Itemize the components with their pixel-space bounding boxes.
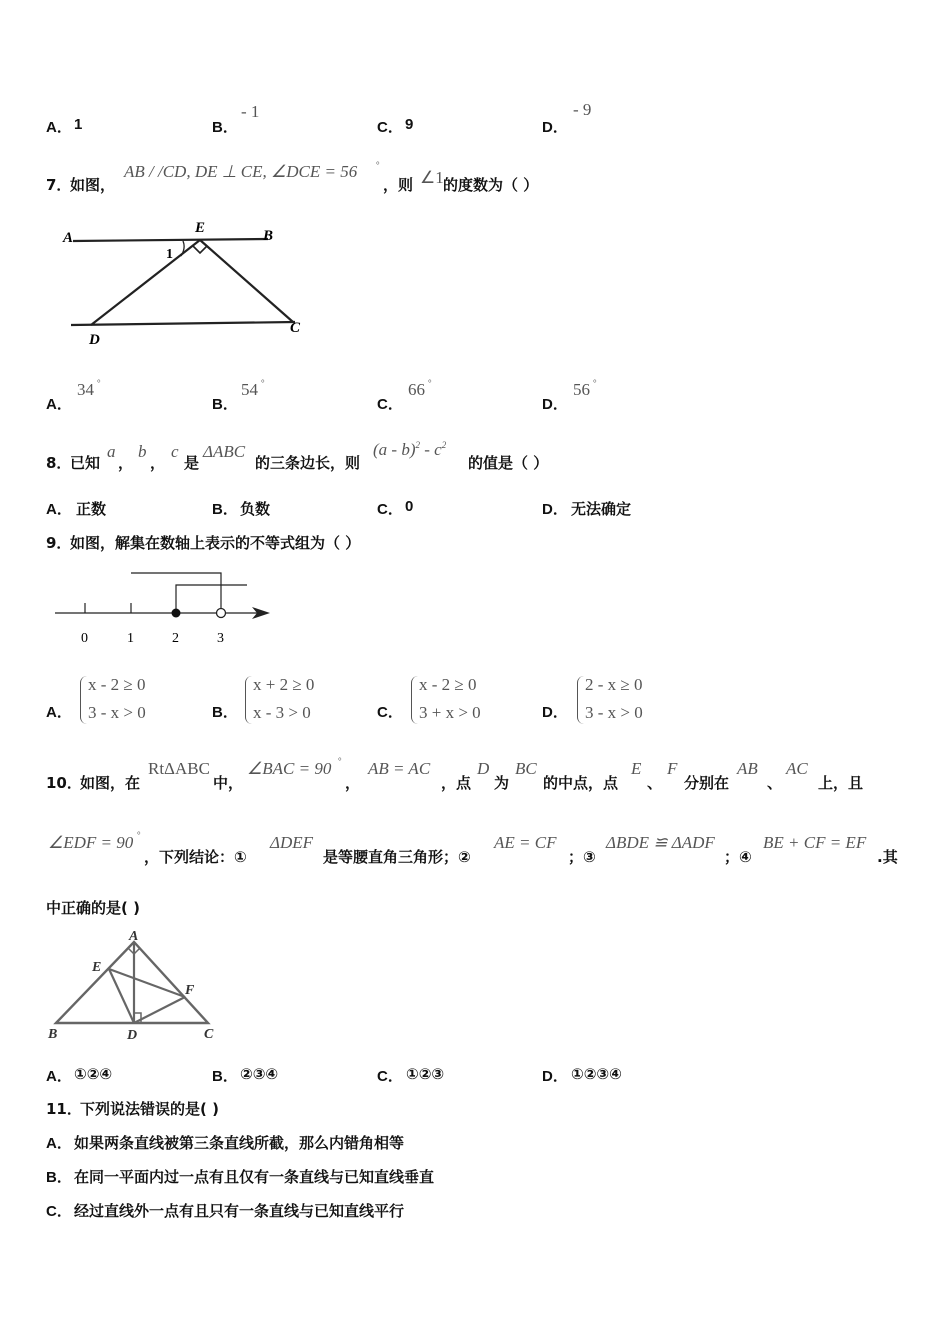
q7-number: 7． <box>46 176 72 194</box>
q11-text: 下列说法错误的是( ) <box>80 1100 219 1118</box>
q10-ab: AB <box>737 759 758 778</box>
q8-text-2: 是 <box>184 454 200 472</box>
q10-option-d-value: ①②③④ <box>571 1065 622 1083</box>
fig10-label-e: E <box>92 960 102 975</box>
q9-text: 如图，解集在数轴上表示的不等式组为（ ） <box>70 534 361 552</box>
q10-option-d-letter: D． <box>542 1068 568 1085</box>
q11-option-c-value: 经过直线外一点有且只有一条直线与已知直线平行 <box>74 1202 405 1220</box>
q7-option-d-degree: ° <box>593 378 597 388</box>
q7-option-b-letter: B． <box>212 396 238 413</box>
q8-expr-c-exp: 2 <box>441 440 447 450</box>
q8-sep-2: ， <box>150 454 166 472</box>
q6-option-a-value: 1 <box>74 116 83 133</box>
label-1: 1 <box>166 247 173 262</box>
q10-text-5: 为 <box>494 774 510 792</box>
q10-be-cf-ef: BE + CF = EF <box>763 833 867 852</box>
label-e: E <box>195 220 206 236</box>
q7-option-a-letter: A． <box>46 396 72 413</box>
closed-dot-2 <box>172 609 181 618</box>
q10-option-b-value: ②③④ <box>240 1065 279 1083</box>
q9-option-c-line2: 3 + x > 0 <box>419 703 481 722</box>
q9-number: 9． <box>46 534 72 552</box>
q7-suffix: 的度数为（ ） <box>443 176 539 194</box>
q9-option-a-line1: x - 2 ≥ 0 <box>88 675 146 694</box>
line-ab <box>73 239 268 241</box>
q8-option-c-letter: C． <box>377 501 403 518</box>
q8-number: 8． <box>46 454 72 472</box>
q6-option-a-letter: A． <box>46 119 72 136</box>
q10-angle-bac: ∠BAC = 90 <box>247 759 332 778</box>
q8-option-c-value: 0 <box>405 498 414 515</box>
q10-triangle-def: ΔDEF <box>270 833 314 852</box>
q9-option-d-line1: 2 - x ≥ 0 <box>585 675 643 694</box>
q10-option-b-letter: B． <box>212 1068 238 1085</box>
q8-option-b-letter: B． <box>212 501 238 518</box>
q10-option-a-value: ①②④ <box>74 1065 113 1083</box>
q7-option-a-value: 34 <box>77 380 94 399</box>
fig10-label-c: C <box>204 1027 214 1042</box>
q6-option-d-value: - 9 <box>573 100 592 119</box>
q9-option-c-brace <box>411 676 418 724</box>
q10-bc: BC <box>515 759 537 778</box>
q8-b: b <box>138 442 147 461</box>
q10-text-11: ，下列结论：① <box>144 848 247 866</box>
q6-option-b-letter: B． <box>212 119 238 136</box>
segment-de <box>91 240 200 325</box>
q10-congruence: ΔBDE ≌ ΔADF <box>606 833 715 852</box>
q10-text-9: 、 <box>767 774 783 792</box>
q7-option-b-degree: ° <box>261 378 265 388</box>
q8-sep-1: ， <box>118 454 134 472</box>
q6-option-b-value: - 1 <box>241 102 260 121</box>
label-c: C <box>290 320 301 336</box>
q10-option-c-value: ①②③ <box>406 1065 445 1083</box>
line-cd <box>71 322 295 325</box>
q9-option-c-letter: C． <box>377 704 403 721</box>
q8-option-b-value: 负数 <box>240 500 271 518</box>
label-a: A <box>63 230 74 246</box>
q10-text-8: 分别在 <box>684 774 730 792</box>
q11-option-b-letter: B． <box>46 1169 72 1186</box>
q6-option-c-value: 9 <box>405 116 414 133</box>
q10-ae-eq-cf: AE = CF <box>494 833 557 852</box>
q10-number: 10． <box>46 774 82 792</box>
q10-line-3: 中正确的是( ) <box>46 899 140 917</box>
q9-option-c-line1: x - 2 ≥ 0 <box>419 675 477 694</box>
label-b: B <box>263 228 274 244</box>
q11-option-c-letter: C． <box>46 1203 72 1220</box>
q7-option-c-letter: C． <box>377 396 403 413</box>
bracket-x-ge-2 <box>176 585 247 613</box>
q9-option-b-line1: x + 2 ≥ 0 <box>253 675 315 694</box>
q8-option-d-value: 无法确定 <box>571 500 632 518</box>
q10-rt-triangle: RtΔABC <box>148 759 210 778</box>
q8-text-4: 的值是（ ） <box>468 454 549 472</box>
right-angle-mark <box>193 240 207 253</box>
q7-option-d-letter: D． <box>542 396 568 413</box>
q9-option-b-line2: x - 3 > 0 <box>253 703 311 722</box>
q10-text-1: 如图，在 <box>80 774 141 792</box>
q8-expr-c: - c <box>419 440 442 459</box>
q10-angle-edf-degree: ° <box>137 830 141 840</box>
q10-point-e: E <box>631 759 642 778</box>
q7-degree-mark: ° <box>376 160 380 170</box>
tick-label-1: 1 <box>127 631 134 646</box>
q10-option-a-letter: A． <box>46 1068 72 1085</box>
q8-option-a-value: 正数 <box>76 500 107 518</box>
q8-option-a-letter: A． <box>46 501 72 518</box>
tick-label-3: 3 <box>217 631 224 646</box>
label-d: D <box>89 332 100 348</box>
q7-option-a-degree: ° <box>97 378 101 388</box>
q10-point-d: D <box>477 759 490 778</box>
q7-option-d-value: 56 <box>573 380 590 399</box>
q9-option-b-brace <box>245 676 252 724</box>
q8-expr-exp: 2 <box>415 440 420 450</box>
q7-option-c-value: 66 <box>408 380 425 399</box>
q7-angle: ∠1 <box>420 168 444 187</box>
q10-text-4: ，点 <box>441 774 472 792</box>
q8-text-1: 已知 <box>70 454 101 472</box>
q7-condition: AB / /CD, DE ⊥ CE, ∠DCE = 56 <box>124 162 358 181</box>
fig10-label-b: B <box>48 1027 58 1042</box>
tick-label-0: 0 <box>81 631 88 646</box>
q10-point-f: F <box>667 759 678 778</box>
q11-option-a-value: 如果两条直线被第三条直线所截，那么内错角相等 <box>74 1134 405 1152</box>
q10-text-10: 上，且 <box>818 774 864 792</box>
q10-text-7: 、 <box>647 774 663 792</box>
open-dot-3 <box>217 609 226 618</box>
tick-label-2: 2 <box>172 631 179 646</box>
q8-option-d-letter: D． <box>542 501 568 518</box>
q10-text-14: ；④ <box>724 848 752 866</box>
q10-text-12: 是等腰直角三角形；② <box>323 848 471 866</box>
q7-figure <box>55 212 315 352</box>
q9-option-d-line2: 3 - x > 0 <box>585 703 643 722</box>
q9-option-a-letter: A． <box>46 704 72 721</box>
q9-option-a-brace <box>80 676 87 724</box>
fig10-label-d: D <box>127 1028 138 1043</box>
q10-text-3: ， <box>345 774 361 792</box>
q11-option-b-value: 在同一平面内过一点有且仅有一条直线与已知直线垂直 <box>74 1168 435 1186</box>
q8-a: a <box>107 442 116 461</box>
q10-ab-eq-ac: AB = AC <box>368 759 431 778</box>
fig10-label-a: A <box>129 929 139 944</box>
q7-option-b-value: 54 <box>241 380 258 399</box>
q8-expression <box>373 440 446 460</box>
q10-angle-bac-degree: ° <box>338 756 342 766</box>
segment-ec <box>200 240 293 322</box>
q9-option-a-line2: 3 - x > 0 <box>88 703 146 722</box>
q9-option-d-brace <box>577 676 584 724</box>
q10-angle-edf: ∠EDF = 90 <box>48 833 134 852</box>
q11-number: 11． <box>46 1100 82 1118</box>
q11-option-a-letter: A． <box>46 1135 72 1152</box>
q9-option-d-letter: D． <box>542 704 568 721</box>
q6-option-d-letter: D． <box>542 119 568 136</box>
q10-text-2: 中， <box>213 774 244 792</box>
q10-option-c-letter: C． <box>377 1068 403 1085</box>
q10-text-15: .其 <box>877 848 898 866</box>
q7-mid: ，则 <box>383 176 414 194</box>
q10-figure <box>42 925 232 1050</box>
q8-text-3: 的三条边长，则 <box>255 454 361 472</box>
q10-ac: AC <box>786 759 808 778</box>
q9-option-b-letter: B． <box>212 704 238 721</box>
q10-text-13: ；③ <box>568 848 596 866</box>
q10-text-6: 的中点，点 <box>543 774 619 792</box>
fig10-label-f: F <box>185 983 195 998</box>
q6-option-c-letter: C． <box>377 119 403 136</box>
q8-c: c <box>171 442 179 461</box>
q7-option-c-degree: ° <box>428 378 432 388</box>
q8-expr-base: (a - b) <box>373 440 416 459</box>
q8-triangle: ΔABC <box>203 442 246 461</box>
q9-number-line <box>50 566 280 651</box>
q7-prefix: 如图， <box>70 176 116 194</box>
